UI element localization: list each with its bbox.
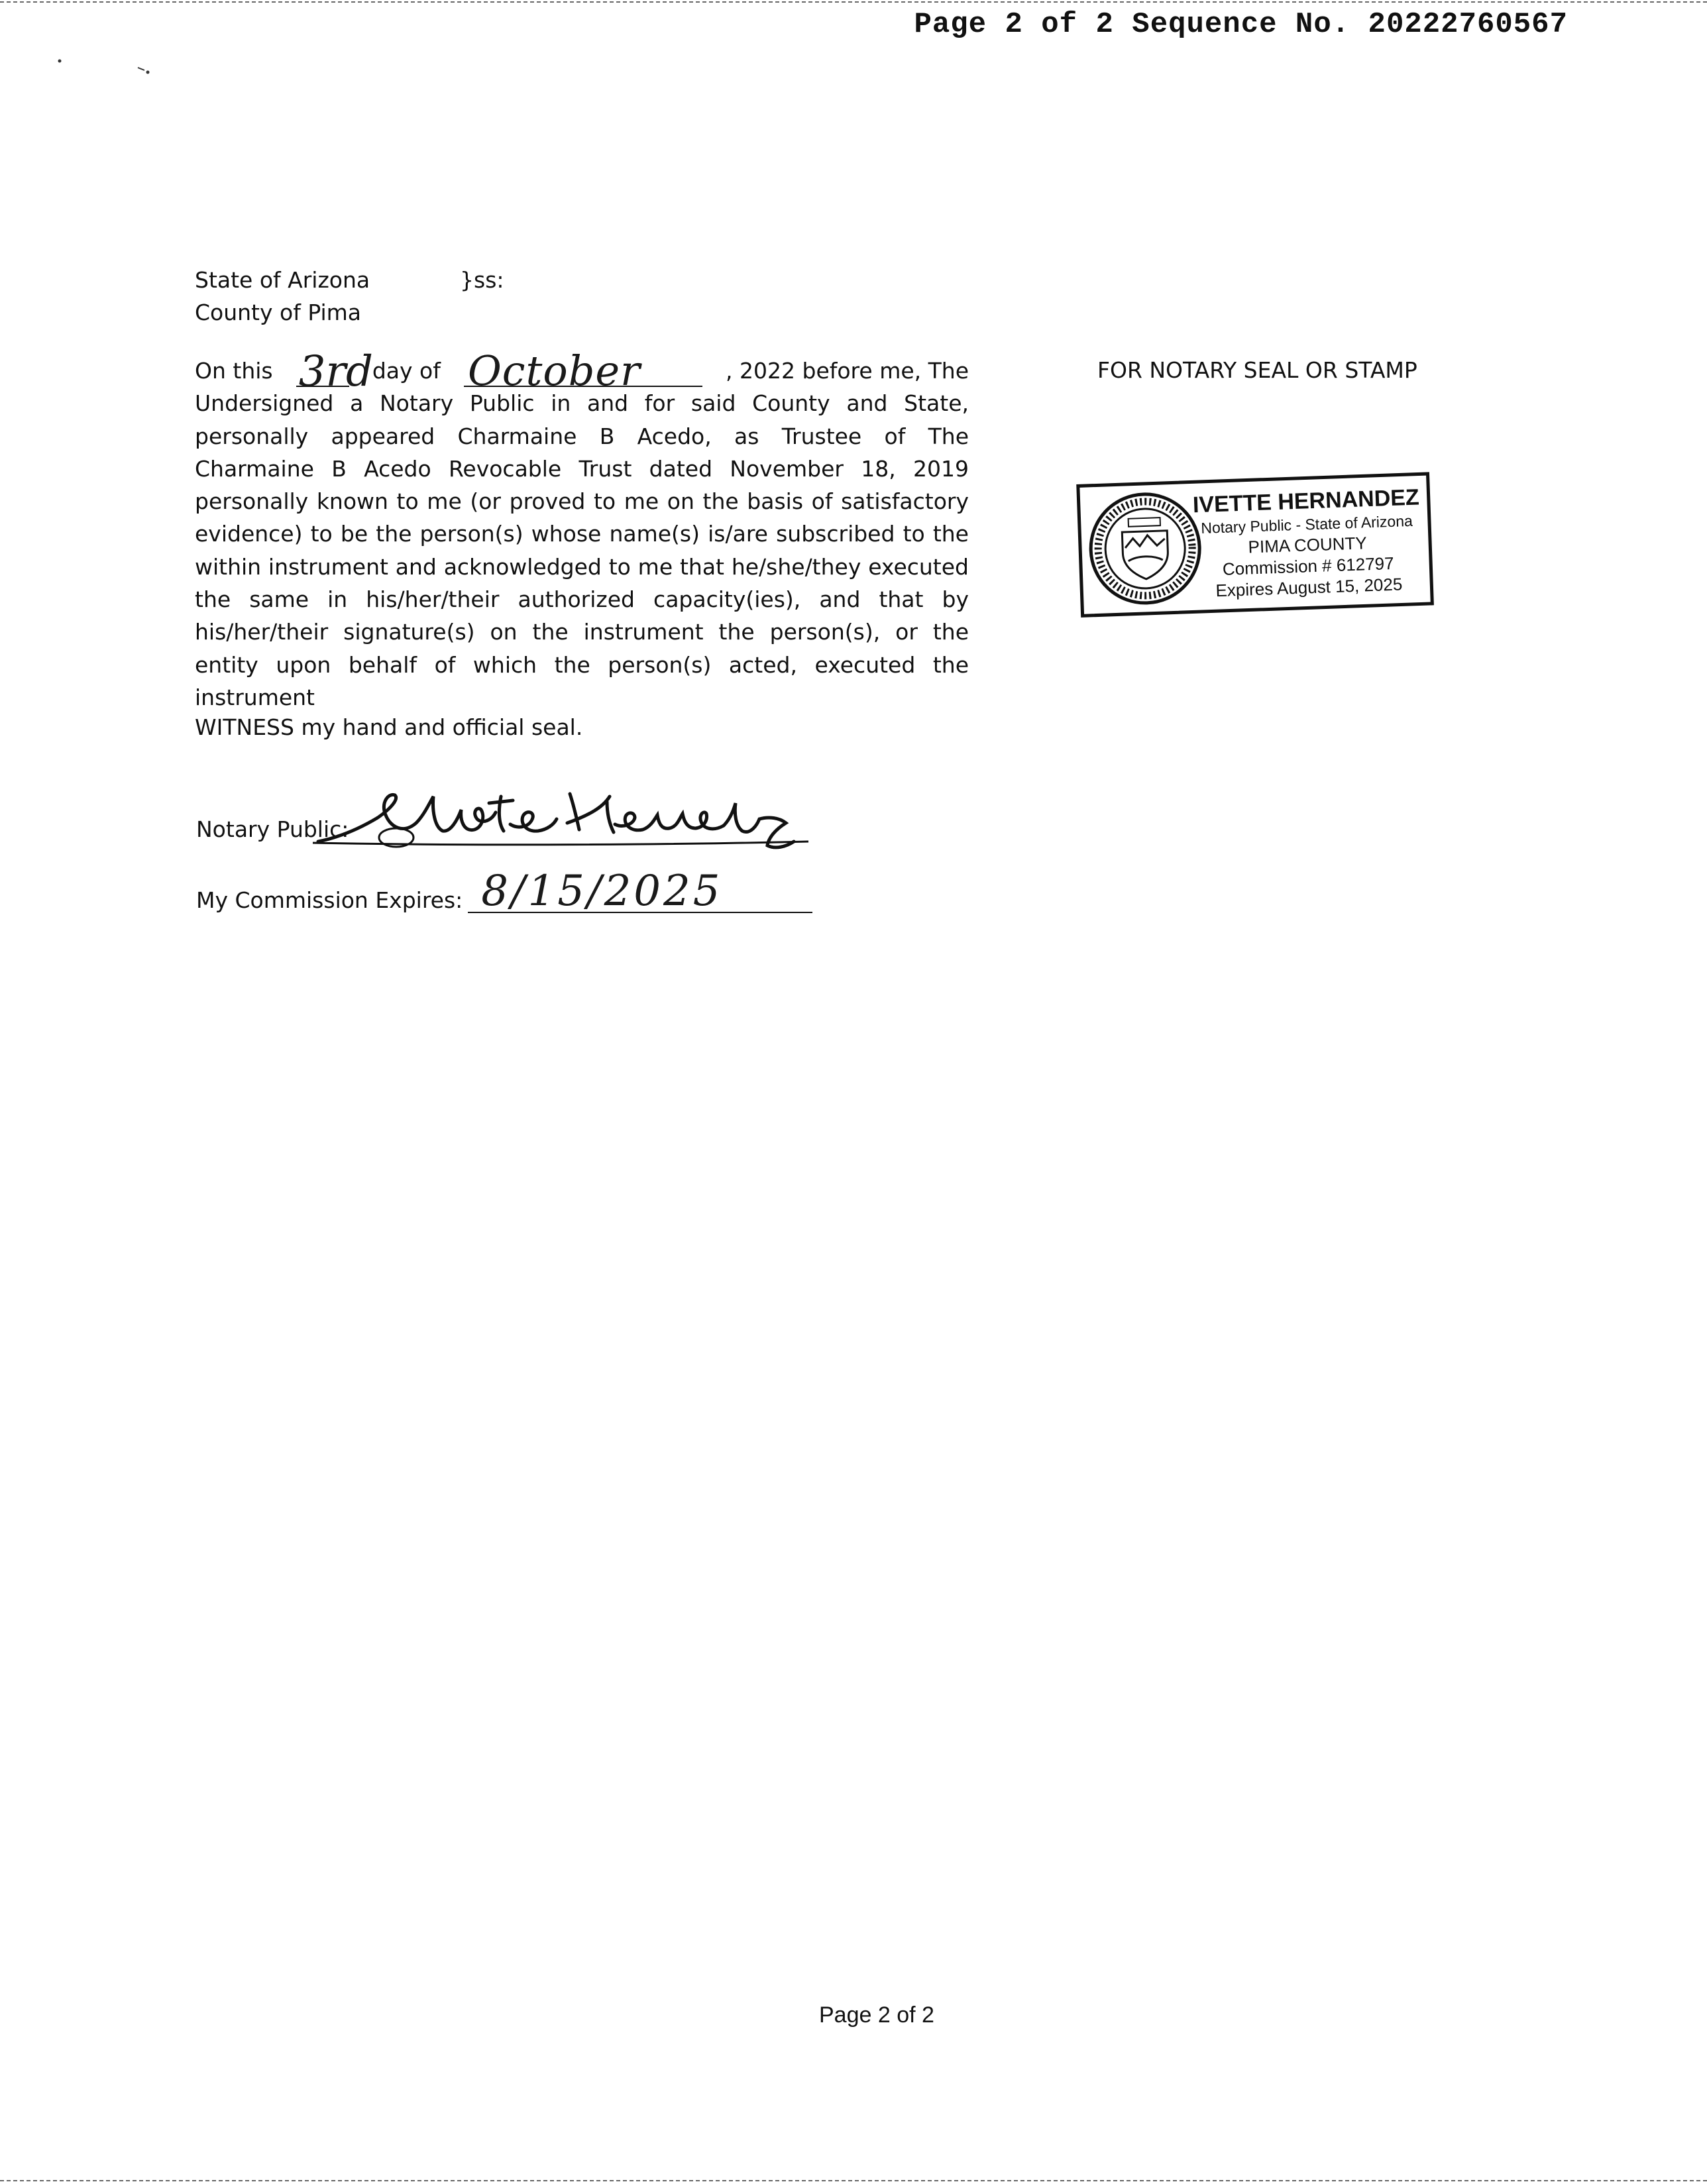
day-blank [296,347,373,396]
stamp-title: Notary Public - State of Arizona [1200,512,1413,537]
bottom-scan-rule [0,2180,1707,2181]
ack-body: Undersigned a Notary Public in and for said County and State, personally appeared Charmaine B Acedo, as Trustee of The Charmaine B Acedo Revocable Trust dated November 18, 2019 personally known to me (or proved to me on the basis of satisfactory evidence) to be the person(s) whose name(s) is/are subscribed to the within instrument and acknowledged to me that he/she/they executed the same in his/her/their authorized capacity(ies), and that by his/her/their signature(s) on the instrument the person(s), or the entity upon behalf of which the person(s) acted, executed the instrument [195,390,969,710]
ack-year-before-me: , 2022 before me, The [726,358,969,384]
stamp-county: PIMA COUNTY [1248,533,1368,557]
stamp-expires: Expires August 15, 2025 [1215,574,1403,601]
notary-signature [311,777,815,863]
venue-ss: }ss: [460,267,504,293]
venue-state: State of Arizona [195,267,370,293]
commission-date-blank [468,867,812,916]
month-handwritten: October [467,347,641,395]
commission-expires-label: My Commission Expires: [196,887,463,913]
acknowledgment-paragraph [195,347,969,714]
arizona-seal-icon [1089,492,1201,605]
top-scan-rule [0,1,1707,3]
stamp-name: IVETTE HERNANDEZ [1192,484,1420,518]
page-footer: Page 2 of 2 [819,2002,934,2028]
ack-day-of: day of [372,358,441,384]
month-blank [464,347,702,395]
notary-public-label: Notary Public: [196,816,349,842]
venue-county: County of Pima [195,300,362,325]
stamp-commission: Commission # 612797 [1222,553,1395,579]
witness-line: WITNESS my hand and official seal. [195,714,583,740]
page-sequence-header: Page 2 of 2 Sequence No. 20222760567 [914,8,1568,41]
commission-date-handwritten: 8/15/2025 [481,867,723,916]
commission-expires-row [196,867,812,916]
venue-block [195,264,504,329]
scan-speck-marks [53,53,159,80]
seal-box-caption: FOR NOTARY SEAL OR STAMP [1097,357,1417,383]
day-handwritten: 3rd [298,347,373,396]
notary-stamp [1072,457,1443,629]
ack-on-this: On this [195,358,273,384]
